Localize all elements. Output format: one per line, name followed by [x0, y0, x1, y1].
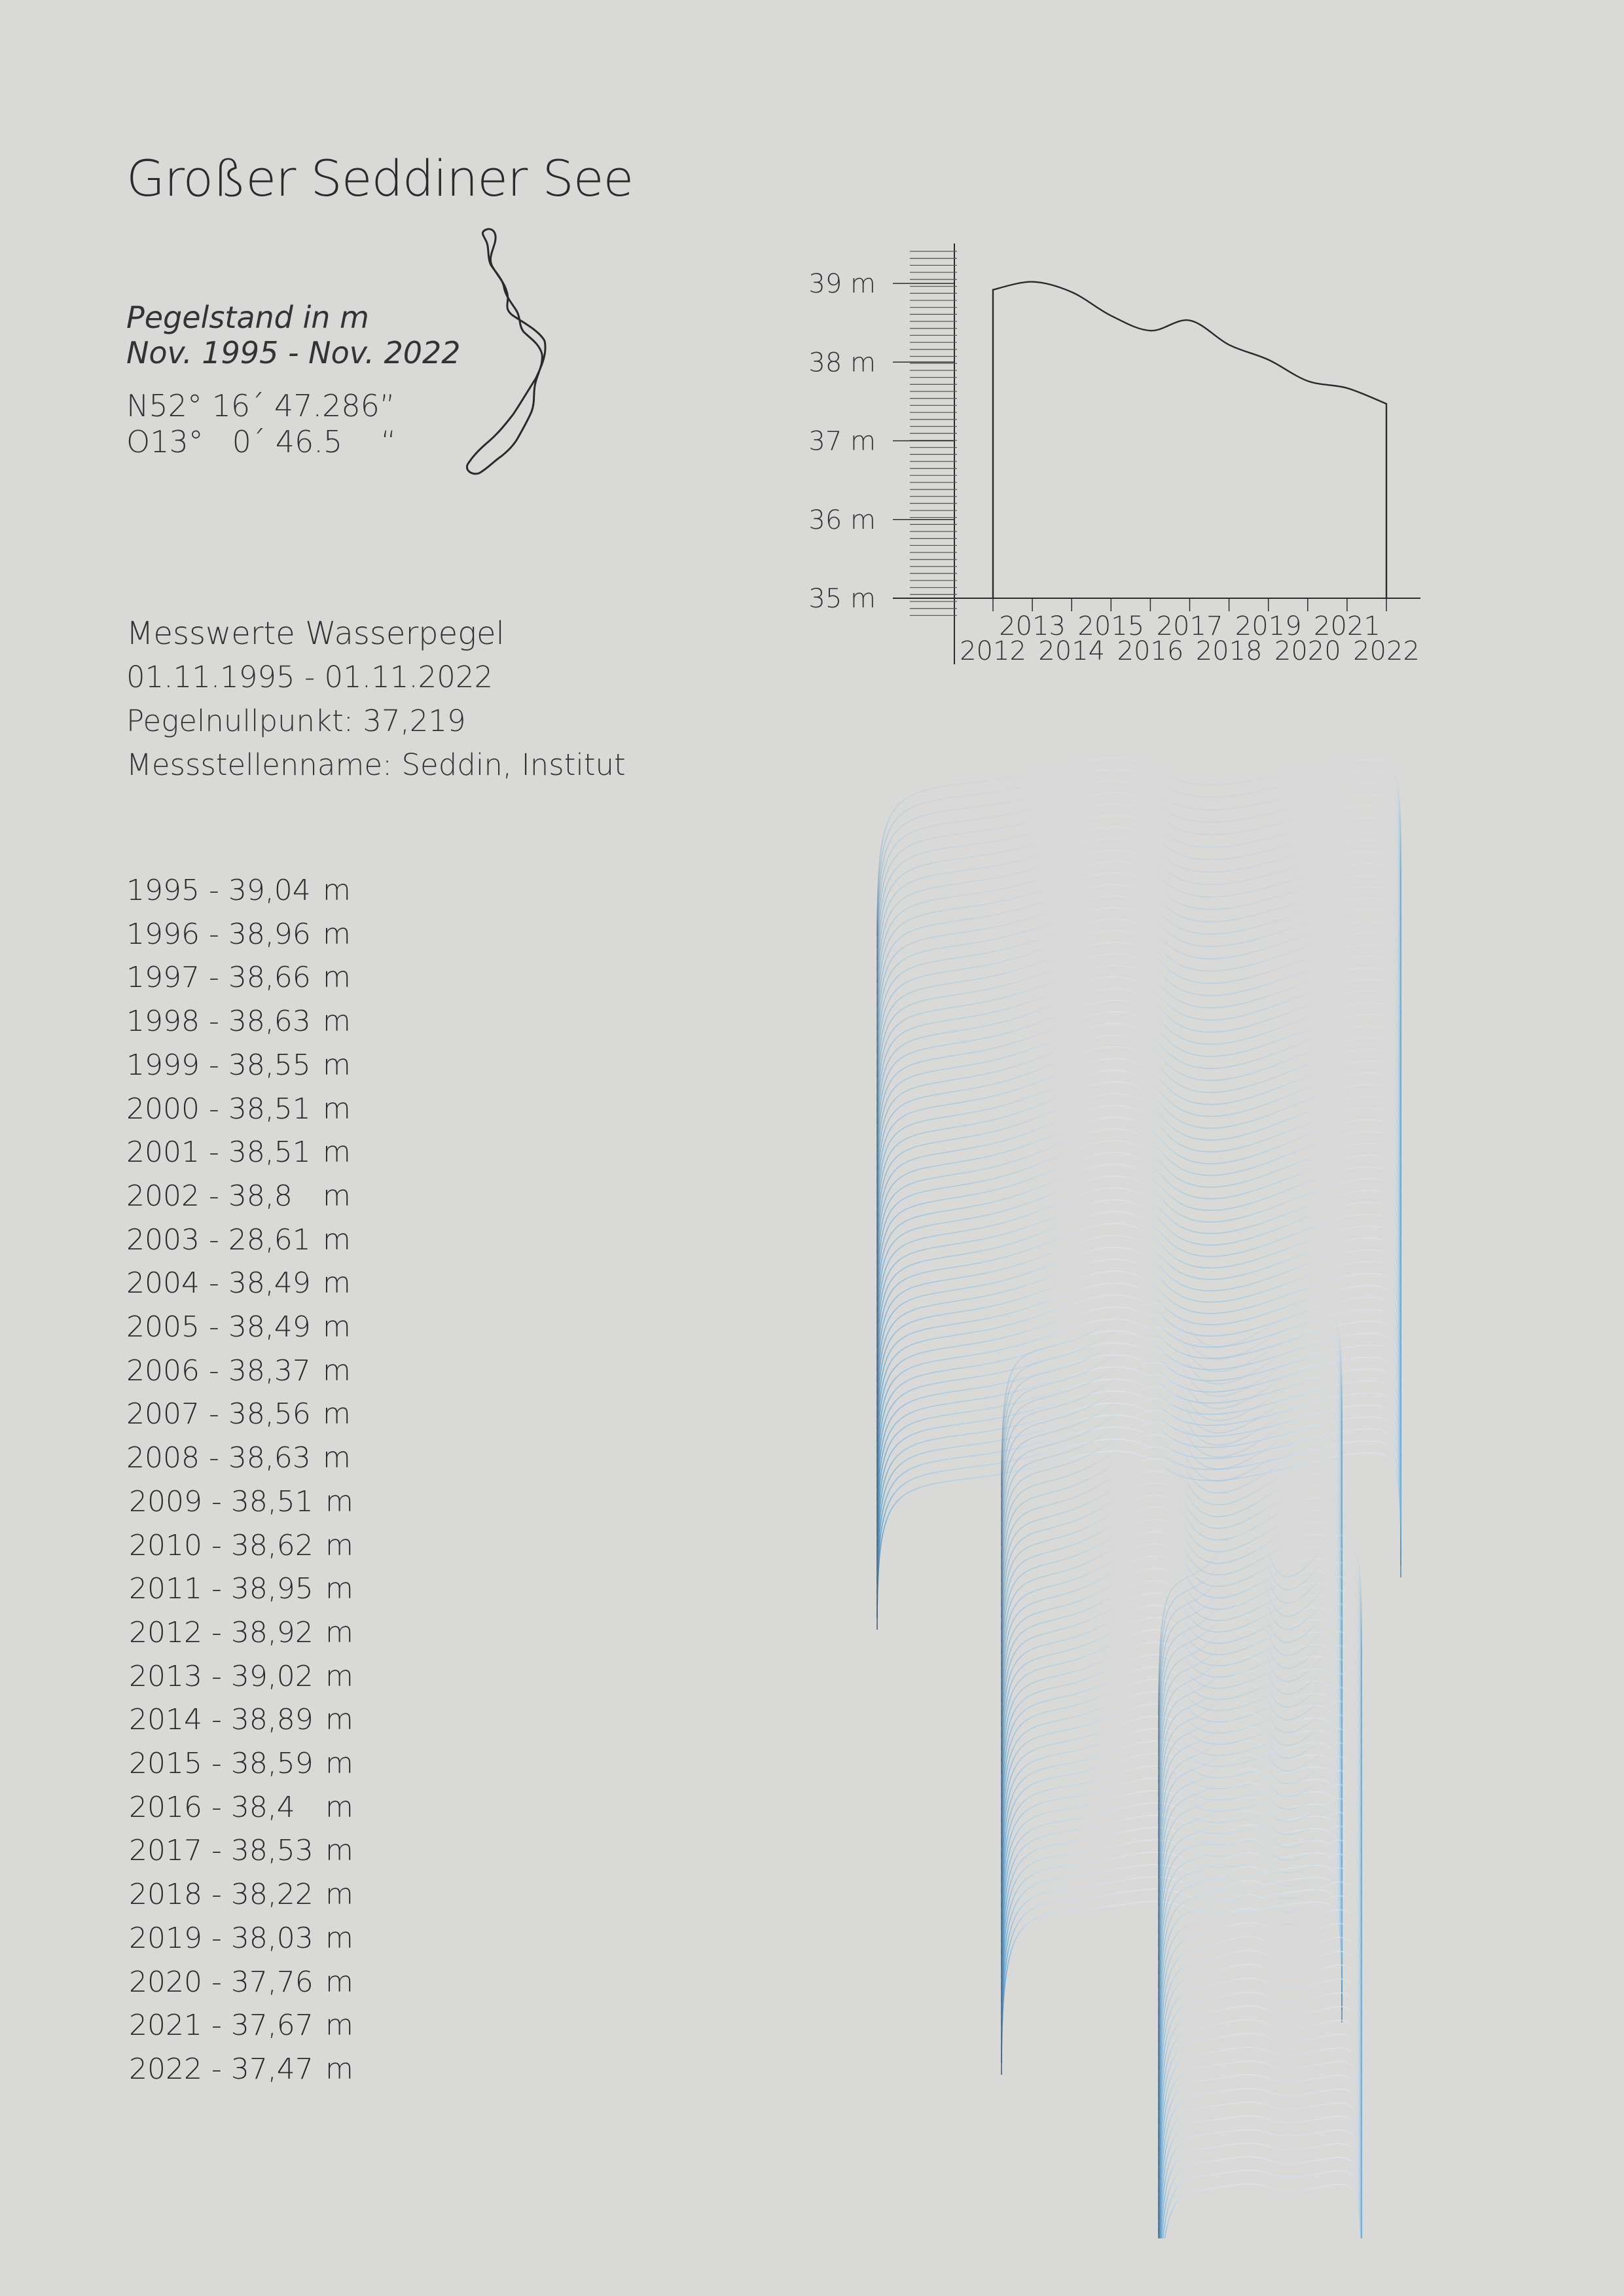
year-value-label: 2022 - 37,47: [129, 2052, 314, 2086]
year-value-label: 1999 - 38,55: [126, 1048, 311, 1082]
art-wave-line: [877, 1427, 1401, 1606]
year-value-label: 1995 - 39,04: [126, 874, 311, 907]
art-wave-line: [877, 1176, 1401, 1359]
art-wave-line: [877, 896, 1401, 1077]
art-wave-line: [877, 1058, 1401, 1242]
year-value-unit: m: [325, 1921, 353, 1955]
x-tick-label: 2021: [1314, 611, 1380, 641]
art-wave-line: [1159, 2020, 1362, 2193]
art-wave-line: [877, 919, 1401, 1100]
art-wave-line: [1159, 2102, 1362, 2238]
art-wave-line: [1159, 2006, 1362, 2179]
art-wave-line: [1159, 1950, 1362, 2125]
year-value-unit: m: [325, 1747, 353, 1780]
year-value-label: 2020 - 37,76: [129, 1965, 314, 1999]
year-value-unit: m: [323, 1397, 351, 1431]
year-value-unit: m: [325, 2052, 353, 2086]
info-station: Messstellenname: Seddin, Institut: [126, 747, 626, 782]
year-value-label: 1996 - 38,96: [126, 917, 311, 951]
year-value-unit: m: [323, 1136, 351, 1170]
art-wave-line: [1159, 2184, 1362, 2238]
year-value-label: 2012 - 38,92: [129, 1615, 314, 1649]
art-wave-line: [1159, 1825, 1362, 2001]
y-tick-label: 39 m: [808, 269, 876, 299]
art-wave-line: [877, 1355, 1401, 1535]
art-wave-line: [1159, 1839, 1362, 2015]
art-wave-line: [877, 1367, 1401, 1548]
subtitle-measure: Pegelstand in m: [126, 300, 369, 335]
subtitle-period: Nov. 1995 - Nov. 2022: [126, 335, 461, 370]
year-value-unit: m: [325, 1572, 353, 1606]
year-value-label: 2003 - 28,61: [126, 1223, 311, 1257]
art-wave-line: [877, 1105, 1401, 1289]
art-wave-line: [877, 1307, 1401, 1488]
info-pegelnullpunkt: Pegelnullpunkt: 37,219: [126, 704, 466, 738]
y-tick-label: 35 m: [808, 584, 876, 614]
year-value-label: 2000 - 38,51: [126, 1092, 311, 1126]
year-value-unit: m: [323, 1441, 351, 1475]
x-tick-label: 2016: [1117, 636, 1184, 666]
year-value-unit: m: [325, 1528, 353, 1562]
art-wave-line: [877, 965, 1401, 1147]
year-value-unit: m: [325, 1703, 353, 1737]
y-tick-label: 36 m: [808, 505, 876, 535]
art-wave-line: [1159, 1853, 1362, 2029]
y-tick-label: 38 m: [808, 348, 876, 378]
art-wave-line: [1159, 1922, 1362, 2096]
year-value-unit: m: [325, 1790, 353, 1824]
x-tick-label: 2020: [1274, 636, 1341, 666]
year-value-label: 2011 - 38,95: [129, 1572, 314, 1606]
year-value-unit: m: [323, 1310, 351, 1344]
year-value-label: 2001 - 38,51: [126, 1136, 311, 1170]
year-value-label: 2006 - 38,37: [126, 1354, 311, 1388]
water-level-line-art: [851, 694, 1440, 2238]
year-value-unit: m: [323, 1223, 351, 1257]
art-wave-line: [1159, 2170, 1362, 2238]
water-level-line-chart: [0, 0, 1624, 720]
art-wave-line: [877, 1391, 1401, 1571]
year-value-label: 2019 - 38,03: [129, 1921, 314, 1955]
art-wave-line: [877, 1047, 1401, 1230]
x-tick-label: 2019: [1235, 611, 1302, 641]
art-wave-line: [877, 954, 1401, 1136]
art-wave-line: [877, 1188, 1401, 1371]
year-value-unit: m: [323, 1048, 351, 1082]
year-value-label: 2017 - 38,53: [129, 1834, 314, 1868]
art-wave-line: [877, 1403, 1401, 1583]
art-wave-line: [877, 884, 1401, 1065]
year-value-label: 2014 - 38,89: [129, 1703, 314, 1737]
art-wave-line: [1159, 2089, 1362, 2238]
year-value-label: 2008 - 38,63: [126, 1441, 311, 1475]
art-wave-line: [1159, 1992, 1362, 2165]
art-wave-line: [1159, 1698, 1362, 1878]
year-value-label: 2004 - 38,49: [126, 1266, 311, 1300]
year-value-label: 2007 - 38,56: [126, 1397, 311, 1431]
art-wave-line: [1159, 1937, 1362, 2111]
info-heading: Messwerte Wasserpegel: [126, 615, 505, 652]
page-title: Großer Seddiner See: [126, 149, 634, 207]
year-value-unit: m: [323, 1092, 351, 1126]
year-value-unit: m: [323, 1354, 351, 1388]
art-wave-line: [1159, 2075, 1362, 2238]
year-value-unit: m: [323, 1266, 351, 1300]
year-value-label: 1997 - 38,66: [126, 961, 311, 995]
art-wave-line: [877, 1094, 1401, 1277]
art-wave-line: [877, 1082, 1401, 1265]
info-dates: 01.11.1995 - 01.11.2022: [126, 660, 494, 694]
art-wave-line: [877, 977, 1401, 1160]
year-value-unit: m: [325, 1834, 353, 1868]
year-value-label: 2015 - 38,59: [129, 1747, 314, 1780]
year-value-label: 2010 - 38,62: [129, 1528, 314, 1562]
art-wave-line: [877, 1415, 1401, 1594]
art-wave-line: [877, 1295, 1401, 1477]
year-value-unit: m: [323, 917, 351, 951]
x-tick-label: 2015: [1077, 611, 1145, 641]
year-value-label: 2013 - 39,02: [129, 1659, 314, 1693]
series-line: [993, 282, 1386, 598]
year-value-unit: m: [323, 961, 351, 995]
year-value-unit: m: [325, 1965, 353, 1999]
year-value-unit: m: [323, 1005, 351, 1039]
art-wave-line: [877, 1200, 1401, 1383]
art-wave-line: [1159, 2157, 1362, 2238]
art-wave-line: [877, 1070, 1401, 1253]
art-wave-line: [1159, 1727, 1362, 1906]
art-wave-line: [1159, 2116, 1362, 2238]
year-value-label: 2009 - 38,51: [129, 1484, 314, 1518]
y-tick-label: 37 m: [808, 426, 876, 457]
art-wave-line: [1159, 1546, 1362, 1729]
art-wave-line: [877, 1439, 1401, 1618]
art-wave-line: [877, 1343, 1401, 1524]
art-wave-line: [1159, 1867, 1362, 2042]
art-wave-line: [877, 942, 1401, 1124]
year-value-label: 2018 - 38,22: [129, 1878, 314, 1912]
year-value-unit: m: [325, 1484, 353, 1518]
art-wave-line: [1159, 2061, 1362, 2233]
x-tick-label: 2022: [1353, 636, 1420, 666]
year-value-unit: m: [325, 1615, 353, 1649]
year-value-label: 2002 - 38,8: [126, 1179, 293, 1213]
year-value-unit: m: [325, 2009, 353, 2043]
x-tick-label: 2014: [1038, 636, 1106, 666]
x-tick-label: 2017: [1156, 611, 1223, 641]
year-value-label: 2016 - 38,4: [129, 1790, 295, 1824]
x-tick-label: 2013: [999, 611, 1066, 641]
art-wave-line: [1159, 2047, 1362, 2219]
art-wave-line: [1159, 1978, 1362, 2151]
year-value-label: 2021 - 37,67: [129, 2009, 314, 2043]
year-value-unit: m: [323, 874, 351, 907]
x-tick-label: 2012: [960, 636, 1026, 666]
year-value-unit: m: [323, 1179, 351, 1213]
year-value-unit: m: [325, 1659, 353, 1693]
coordinate-north: N52° 16´ 47.286”: [126, 388, 395, 423]
art-wave-line: [877, 873, 1401, 1054]
art-wave-line: [1159, 2130, 1362, 2238]
year-value-label: 2005 - 38,49: [126, 1310, 311, 1344]
year-value-unit: m: [325, 1878, 353, 1912]
art-wave-line: [877, 908, 1401, 1089]
year-value-label: 1998 - 38,63: [126, 1005, 311, 1039]
x-tick-label: 2018: [1195, 636, 1263, 666]
art-wave-line: [1159, 2034, 1362, 2206]
coordinate-east: O13° 0´ 46.5 “: [126, 424, 397, 459]
